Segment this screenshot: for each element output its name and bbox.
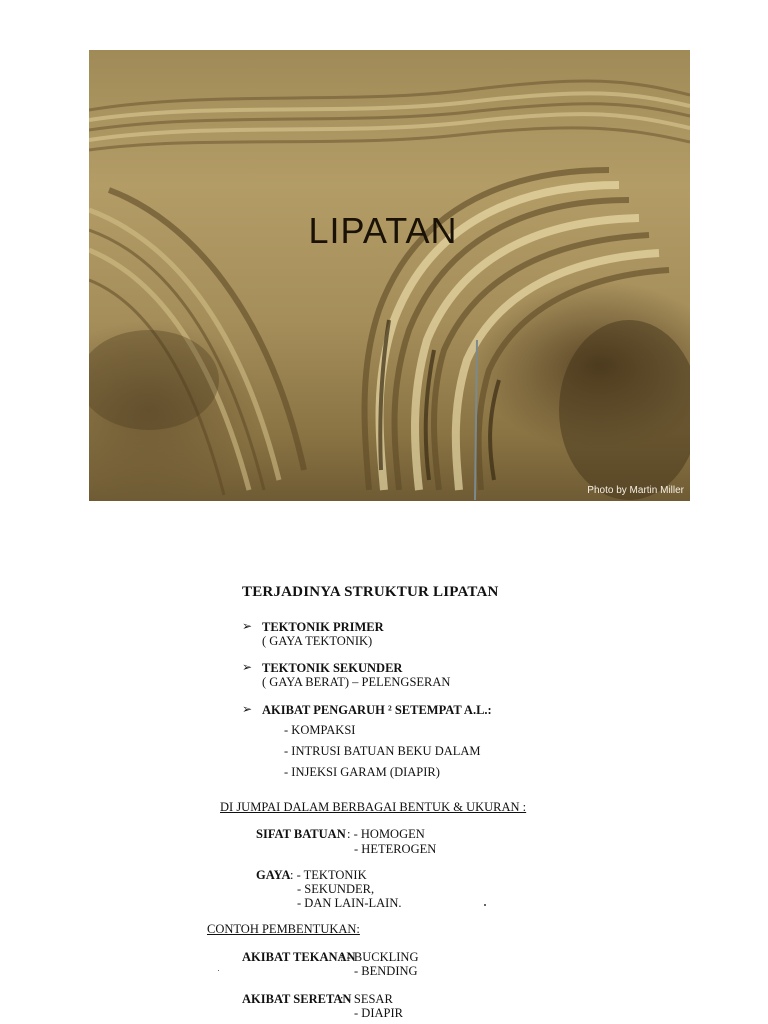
arrow-bullet-icon: ➢ bbox=[242, 660, 253, 674]
sub-item-injeksi: - INJEKSI GARAM (DIAPIR) bbox=[284, 765, 440, 779]
scan-speck bbox=[484, 904, 486, 906]
akibat-tekanan-label: AKIBAT TEKANAN bbox=[242, 950, 356, 964]
folded-rock-photo bbox=[89, 50, 690, 501]
akibat-seretan-label: AKIBAT SERETAN bbox=[242, 992, 352, 1006]
bullet-title: TEKTONIK SEKUNDER bbox=[262, 661, 403, 675]
arrow-bullet-icon: ➢ bbox=[242, 619, 253, 633]
bullet-title: TEKTONIK PRIMER bbox=[262, 620, 384, 634]
gaya-item-sekunder: - SEKUNDER, bbox=[297, 882, 375, 896]
seretan-item-diapir: - DIAPIR bbox=[354, 1006, 403, 1020]
bullet-title: AKIBAT PENGARUH ² SETEMPAT A.L.: bbox=[262, 703, 492, 717]
sub-item-kompaksi: - KOMPAKSI bbox=[284, 723, 356, 737]
scan-speck bbox=[218, 970, 219, 971]
bullet-subtext: ( GAYA BERAT) – PELENGSERAN bbox=[262, 675, 451, 689]
sifat-item-homogen: : - HOMOGEN bbox=[347, 827, 425, 841]
contoh-heading: CONTOH PEMBENTUKAN: bbox=[207, 922, 360, 936]
bullet-subtext: ( GAYA TEKTONIK) bbox=[262, 634, 373, 648]
scanned-notes bbox=[202, 572, 528, 1024]
sub-item-intrusi: - INTRUSI BATUAN BEKU DALAM bbox=[284, 744, 481, 758]
rock-strata-illustration bbox=[89, 50, 690, 501]
tekanan-item-bending: - BENDING bbox=[354, 964, 418, 978]
gaya-item-tektonik: : - TEKTONIK bbox=[290, 868, 367, 882]
sifat-batuan-label: SIFAT BATUAN bbox=[256, 827, 346, 841]
notes-heading: TERJADINYA STRUKTUR LIPATAN bbox=[242, 584, 499, 600]
slide-title: LIPATAN bbox=[308, 210, 458, 251]
gaya-item-lain: - DAN LAIN-LAIN. bbox=[297, 896, 402, 910]
tekanan-item-buckling: : - BUCKLING bbox=[340, 950, 419, 964]
gaya-label: GAYA bbox=[256, 868, 291, 882]
sifat-item-heterogen: - HETEROGEN bbox=[354, 842, 437, 856]
arrow-bullet-icon: ➢ bbox=[242, 702, 253, 716]
photo-credit: Photo by Martin Miller bbox=[587, 485, 684, 496]
section-heading-bentuk: DI JUMPAI DALAM BERBAGAI BENTUK & UKURAN : bbox=[220, 800, 527, 814]
seretan-item-sesar: : - SESAR bbox=[340, 992, 393, 1006]
